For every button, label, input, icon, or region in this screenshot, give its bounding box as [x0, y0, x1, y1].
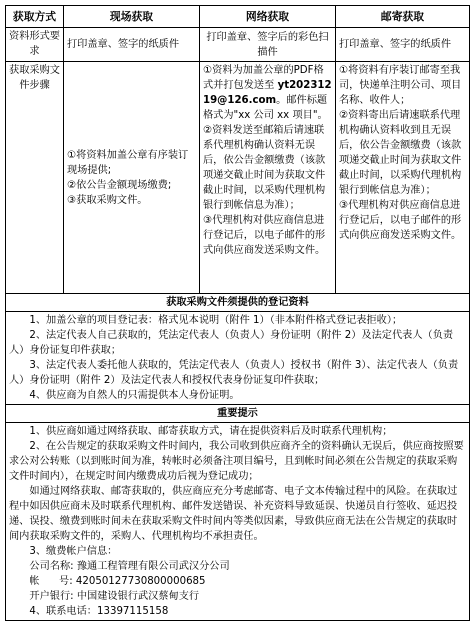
- header-mail: 邮寄获取: [336, 6, 470, 28]
- account-name-value: 豫通工程管理有限公司武汉分公司: [76, 561, 230, 572]
- header-method: 获取方式: [6, 6, 64, 28]
- steps-online: [200, 62, 336, 294]
- mail-step-1: ①将资料有序装订邮寄至我司，快递单注明公司、项目名称、收件人；: [339, 65, 462, 106]
- registration-item-2: 2、法定代表人自己获取的，凭法定代表人（负责人）身份证明（附件 2）及法定代表人（负责人）身份证复印件获取；: [9, 330, 454, 356]
- onsite-step-3: ③获取采购文件。: [67, 194, 148, 206]
- account-bank-line: [9, 589, 466, 604]
- steps-row: [6, 62, 470, 294]
- notice-body-row: [6, 423, 470, 621]
- notice-item-2: 2、在公告规定的获取采购文件时间内，我公司收到供应商齐全的资料确认无误后，供应商按照要求公对公转账（以到账时间为准，转帐时必须备注项目编号，且到帐时间必须在公告规定的获取采购文件时间内），在规定时间内缴费成功后视为登记成功；: [9, 441, 464, 482]
- online-step-2: ②资料发送至邮箱后请速联系代理机构确认资料无误后，依公告金额缴费（该款项递交截止时间为获取文件截止时间，以采购代理机构银行到帐信息为准）；: [203, 125, 326, 211]
- registration-body-row: [6, 312, 470, 405]
- registration-body: [6, 312, 470, 405]
- account-no-line: [9, 574, 466, 589]
- material-row: [6, 28, 470, 62]
- notice-item-4: 3、缴费帐户信息：: [29, 546, 118, 557]
- onsite-step-1: ①将资料加盖公章有序装订现场提供;: [67, 149, 189, 176]
- onsite-step-2: ②依公告金额现场缴费;: [67, 179, 172, 191]
- notice-body: [6, 423, 470, 621]
- material-mail: 打印盖章、签字的纸质件: [336, 28, 470, 62]
- registration-title-row: [6, 294, 470, 312]
- registration-item-4: 4、供应商为自然人的只需提供本人身份证明。: [29, 390, 240, 401]
- notice-item-1: 1、供应商如通过网络获取、邮寄获取方式，请在提供资料后及时联系代理机构；: [29, 426, 393, 437]
- steps-label: 获取采购文件步骤: [6, 62, 64, 294]
- contact-phone: 4、联系电话：13397115158: [29, 606, 169, 617]
- mail-step-3: ③代理机构对供应商信息进行登记后，以电子邮件的形式向供应商发送采购文件。: [339, 200, 462, 241]
- registration-item-3: 3、法定代表人委托他人获取的，凭法定代表人（负责人）授权书（附件 3）、法定代表人（负责人）身份证明（附件 2）及法定代表人和授权代表身份证复印件获取；: [9, 360, 459, 386]
- registration-item-1: 1、加盖公章的项目登记表：格式见本说明（附件 1）（非本附件格式登记表拒收）；: [29, 315, 403, 326]
- material-label: 资料形式要求: [6, 28, 64, 62]
- account-no-label: 帐 号:: [29, 576, 73, 587]
- online-step-1: [203, 63, 332, 123]
- notice-title: 重要提示: [6, 405, 470, 423]
- procurement-document-table: [5, 5, 470, 621]
- header-onsite: 现场获取: [64, 6, 200, 28]
- online-email: yt20231219@126.com: [203, 80, 332, 106]
- account-bank-value: 中国建设银行武汉蔡甸支行: [76, 591, 200, 602]
- online-step-1-post: 。邮件标题格式为"xx 公司 xx 项目"。: [203, 95, 328, 121]
- account-name-label: 公司名称:: [29, 561, 74, 572]
- notice-item-3: 如通过网络获取、邮寄获取的，供应商应充分考虑邮寄、电子文本传输过程中的风险。在获取过程中如因供应商未及时联系代理机构、邮件发送错误、补充资料导致延误、快递员自行签收、延迟投递、误投、缴费到账时间未在获取采购文件时间内等类似因素，导致供应商无法在公告规定的获取时间内获取采购文件的，采购人、代理机构均不承担责任。: [9, 486, 458, 542]
- header-row: [6, 6, 470, 28]
- account-name-line: [9, 559, 466, 574]
- mail-step-2: ②资料寄出后请速联系代理机构确认资料收到且无误后，依公告金额缴费（该款项递交截止时间为获取文件截止时间，以采购代理机构银行到帐信息为准）；: [339, 110, 462, 196]
- account-bank-label: 开户银行:: [29, 591, 74, 602]
- material-onsite: 打印盖章、签字的纸质件: [64, 28, 200, 62]
- steps-onsite: [64, 62, 200, 294]
- online-step-3: ③代理机构对供应商信息进行登记后，以电子邮件的形式向供应商发送采购文件。: [203, 215, 326, 256]
- account-no-value: 42050127730800000685: [75, 576, 206, 587]
- material-online: 打印盖章、签字后的彩色扫描件: [200, 28, 336, 62]
- steps-mail: [336, 62, 470, 294]
- header-online: 网络获取: [200, 6, 336, 28]
- registration-title: 获取采购文件须提供的登记资料: [6, 294, 470, 312]
- notice-title-row: [6, 405, 470, 423]
- online-step-1-pre: ①资料为加盖公章的PDF格式并打包发送至: [203, 65, 324, 91]
